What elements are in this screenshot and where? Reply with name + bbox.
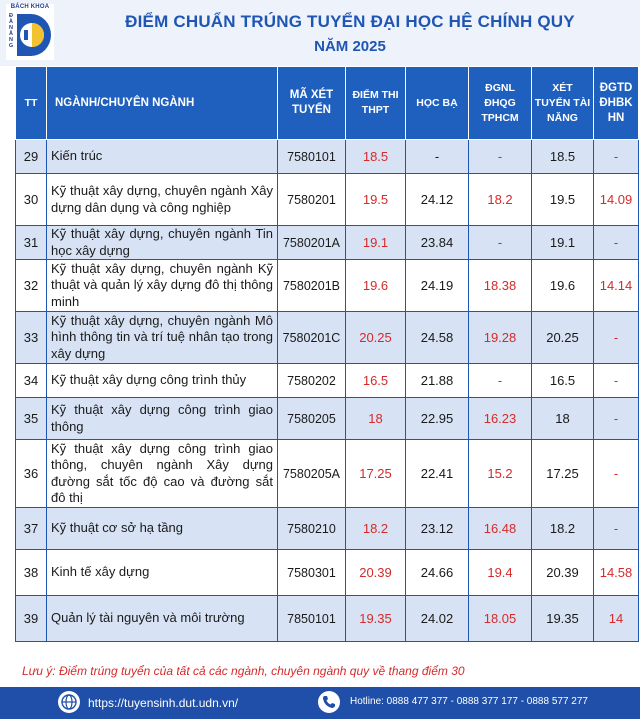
logo-mark-icon	[15, 12, 53, 58]
table-row	[16, 440, 639, 508]
row-dgnl-score: -	[469, 140, 532, 174]
row-dgnl-score: 18.2	[469, 174, 532, 226]
row-major-name: Kiến trúc	[47, 140, 278, 174]
row-tt: 35	[16, 398, 47, 440]
logo-brand-text: BÁCH KHOA	[10, 4, 50, 10]
row-thpt-score: 17.25	[346, 440, 406, 508]
admission-scores-table	[15, 66, 639, 642]
row-thpt-score: 19.6	[346, 260, 406, 312]
row-dgtd-score: -	[594, 440, 639, 508]
table-row	[16, 226, 639, 260]
row-code: 7580201B	[278, 260, 346, 312]
row-major-name: Kỹ thuật cơ sở hạ tầng	[47, 508, 278, 550]
globe-icon	[58, 691, 80, 713]
row-tt: 38	[16, 550, 47, 596]
admission-scores-table-wrapper	[15, 66, 633, 642]
header-hocba: HỌC BẠ	[406, 67, 469, 140]
header-tt: TT	[16, 67, 47, 140]
hotline-text: Hotline: 0888 477 377 - 0888 377 177 - 0888 577 277	[350, 696, 588, 707]
header-dgtd: ĐGTD ĐHBK HN	[594, 67, 639, 140]
row-hocba-score: 22.95	[406, 398, 469, 440]
row-code: 7580101	[278, 140, 346, 174]
row-tainang-score: 17.25	[532, 440, 594, 508]
row-dgtd-score: -	[594, 226, 639, 260]
row-dgnl-score: 16.23	[469, 398, 532, 440]
row-dgtd-score: 14.14	[594, 260, 639, 312]
row-tainang-score: 19.5	[532, 174, 594, 226]
row-tt: 30	[16, 174, 47, 226]
row-dgnl-score: -	[469, 364, 532, 398]
header-dgnl: ĐGNL ĐHQG TPHCM	[469, 67, 532, 140]
row-tainang-score: 16.5	[532, 364, 594, 398]
row-tt: 36	[16, 440, 47, 508]
row-dgtd-score: -	[594, 398, 639, 440]
table-row	[16, 364, 639, 398]
row-thpt-score: 19.5	[346, 174, 406, 226]
row-hocba-score: 24.66	[406, 550, 469, 596]
row-dgnl-score: 18.05	[469, 596, 532, 642]
row-thpt-score: 18.5	[346, 140, 406, 174]
row-tainang-score: 19.35	[532, 596, 594, 642]
row-major-name: Kỹ thuật xây dựng công trình giao thông	[47, 398, 278, 440]
row-hocba-score: 24.12	[406, 174, 469, 226]
row-thpt-score: 19.1	[346, 226, 406, 260]
row-dgtd-score: 14.58	[594, 550, 639, 596]
row-tt: 37	[16, 508, 47, 550]
row-tt: 31	[16, 226, 47, 260]
row-dgnl-score: 15.2	[469, 440, 532, 508]
row-code: 7580301	[278, 550, 346, 596]
row-thpt-score: 19.35	[346, 596, 406, 642]
row-code: 7580202	[278, 364, 346, 398]
row-code: 7850101	[278, 596, 346, 642]
row-major-name: Kỹ thuật xây dựng công trình giao thông, chuyên ngành Xây dựng đường sắt tốc độ cao và đường sắt đô thị	[47, 440, 278, 508]
row-dgtd-score: -	[594, 140, 639, 174]
row-thpt-score: 18.2	[346, 508, 406, 550]
header-major: NGÀNH/CHUYÊN NGÀNH	[47, 67, 278, 140]
row-major-name: Kinh tế xây dựng	[47, 550, 278, 596]
row-dgtd-score: -	[594, 508, 639, 550]
row-tainang-score: 20.25	[532, 312, 594, 364]
row-dgnl-score: 19.4	[469, 550, 532, 596]
row-code: 7580210	[278, 508, 346, 550]
row-hocba-score: 24.58	[406, 312, 469, 364]
row-tainang-score: 18	[532, 398, 594, 440]
header-code: MÃ XÉT TUYỂN	[278, 67, 346, 140]
row-tt: 32	[16, 260, 47, 312]
row-dgnl-score: 19.28	[469, 312, 532, 364]
table-row	[16, 508, 639, 550]
row-thpt-score: 20.25	[346, 312, 406, 364]
row-hocba-score: -	[406, 140, 469, 174]
row-tt: 33	[16, 312, 47, 364]
website-link[interactable]: https://tuyensinh.dut.udn.vn/	[88, 696, 239, 710]
row-code: 7580201	[278, 174, 346, 226]
row-tainang-score: 18.2	[532, 508, 594, 550]
row-dgtd-score: -	[594, 312, 639, 364]
row-major-name: Kỹ thuật xây dựng công trình thủy	[47, 364, 278, 398]
row-dgnl-score: 18.38	[469, 260, 532, 312]
table-row	[16, 550, 639, 596]
table-row	[16, 312, 639, 364]
table-header-row	[16, 67, 639, 140]
header-tainang: XÉT TUYỂN TÀI NĂNG	[532, 67, 594, 140]
row-tt: 29	[16, 140, 47, 174]
page-header	[0, 0, 640, 66]
row-major-name: Kỹ thuật xây dựng, chuyên ngành Mô hình thông tin và trí tuệ nhân tạo trong xây dựng	[47, 312, 278, 364]
row-dgtd-score: 14	[594, 596, 639, 642]
page-title: ĐIỂM CHUẨN TRÚNG TUYỂN ĐẠI HỌC HỆ CHÍNH QUY	[125, 12, 575, 31]
table-row	[16, 260, 639, 312]
phone-icon	[318, 691, 340, 713]
row-dgtd-score: -	[594, 364, 639, 398]
note-text: Lưu ý: Điểm trúng tuyển của tất cả các ngành, chuyên ngành quy về thang điểm 30	[22, 664, 465, 678]
table-row	[16, 596, 639, 642]
row-hocba-score: 23.84	[406, 226, 469, 260]
logo-vertical-text: Đ À N Ẵ N G	[8, 13, 14, 49]
row-tainang-score: 19.6	[532, 260, 594, 312]
row-dgtd-score: 14.09	[594, 174, 639, 226]
row-hocba-score: 24.19	[406, 260, 469, 312]
university-logo	[6, 4, 54, 60]
row-thpt-score: 16.5	[346, 364, 406, 398]
row-tt: 34	[16, 364, 47, 398]
row-dgnl-score: 16.48	[469, 508, 532, 550]
table-row	[16, 174, 639, 226]
row-hocba-score: 22.41	[406, 440, 469, 508]
header-thpt: ĐIỂM THI THPT	[346, 67, 406, 140]
row-code: 7580205A	[278, 440, 346, 508]
row-hocba-score: 24.02	[406, 596, 469, 642]
row-code: 7580205	[278, 398, 346, 440]
row-tt: 39	[16, 596, 47, 642]
row-dgnl-score: -	[469, 226, 532, 260]
row-hocba-score: 21.88	[406, 364, 469, 398]
row-hocba-score: 23.12	[406, 508, 469, 550]
row-code: 7580201C	[278, 312, 346, 364]
page-subtitle-year: NĂM 2025	[314, 38, 386, 55]
page-footer	[0, 687, 640, 719]
row-major-name: Kỹ thuật xây dựng, chuyên ngành Kỹ thuật và quản lý xây dựng đô thị thông minh	[47, 260, 278, 312]
row-code: 7580201A	[278, 226, 346, 260]
row-tainang-score: 20.39	[532, 550, 594, 596]
table-row	[16, 398, 639, 440]
table-row	[16, 140, 639, 174]
row-major-name: Kỹ thuật xây dựng, chuyên ngành Tin học xây dựng	[47, 226, 278, 260]
row-tainang-score: 18.5	[532, 140, 594, 174]
row-thpt-score: 20.39	[346, 550, 406, 596]
row-major-name: Quản lý tài nguyên và môi trường	[47, 596, 278, 642]
row-tainang-score: 19.1	[532, 226, 594, 260]
row-thpt-score: 18	[346, 398, 406, 440]
row-major-name: Kỹ thuật xây dựng, chuyên ngành Xây dựng dân dụng và công nghiệp	[47, 174, 278, 226]
